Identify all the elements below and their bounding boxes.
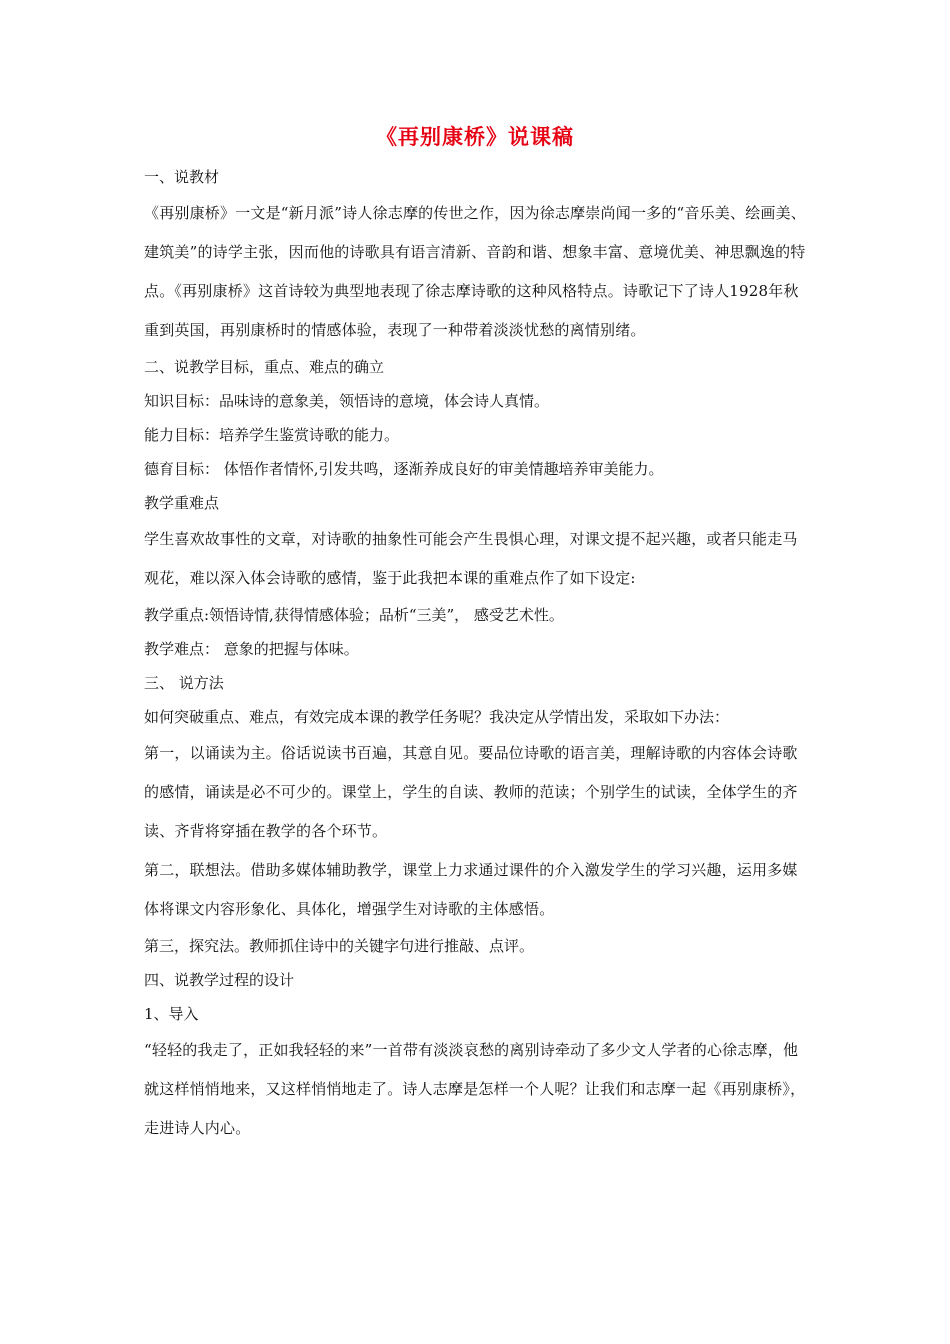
section-line: 二、说教学目标，重点、难点的确立 <box>144 358 385 376</box>
section-line: 三、 说方法 <box>144 674 224 692</box>
section-line: 第三，探究法。教师抓住诗中的关键字句进行推敲、点评。 <box>144 937 535 955</box>
body-paragraph: 《再别康桥》一文是“新月派”诗人徐志摩的传世之作，因为徐志摩崇尚闻一多的“音乐美、绘画美、建筑美”的诗学主张，因而他的诗歌具有语言清新、音韵和谐、想象丰富、意境优美、神思飘逸的特点。《再别康桥》这首诗较为典型地表现了徐志摩诗歌的这种风格特点。诗歌记下了诗人1928年秋重到英国，再别康桥时的情感体验，表现了一种带着淡淡忧愁的离情别绪。 <box>144 204 807 339</box>
section-line: 教学难点： 意象的把握与体味。 <box>144 640 359 658</box>
section-line: 知识目标：品味诗的意象美，领悟诗的意境，体会诗人真情。 <box>144 392 550 410</box>
body-paragraph: “轻轻的我走了，正如我轻轻的来”一首带有淡淡哀愁的离别诗牵动了多少文人学者的心徐志摩，他就这样悄悄地来，又这样悄悄地走了。诗人志摩是怎样一个人呢？让我们和志摩一起《再别康桥》，走进诗人内心。 <box>144 1041 806 1137</box>
document-title: 《再别康桥》说课稿 <box>376 125 574 149</box>
section-line: 教学重点:领悟诗情,获得情感体验；品析“三美”， 感受艺术性。 <box>144 606 564 624</box>
section-line: 一、说教材 <box>144 168 220 186</box>
section-line: 如何突破重点、难点，有效完成本课的教学任务呢？我决定从学情出发，采取如下办法： <box>144 708 730 726</box>
section-line: 德育目标： 体悟作者情怀,引发共鸣，逐渐养成良好的审美情趣培养审美能力。 <box>144 460 664 478</box>
section-line: 能力目标：培养学生鉴赏诗歌的能力。 <box>144 426 400 444</box>
section-line: 四、说教学过程的设计 <box>144 971 295 989</box>
document-body <box>144 160 812 1148</box>
body-paragraph: 第二，联想法。借助多媒体辅助教学，课堂上力求通过课件的介入激发学生的学习兴趣，运用多媒体将课文内容形象化、具体化，增强学生对诗歌的主体感悟。 <box>144 861 798 918</box>
body-paragraph: 学生喜欢故事性的文章，对诗歌的抽象性可能会产生畏惧心理，对课文提不起兴趣，或者只能走马观花，难以深入体会诗歌的感情，鉴于此我把本课的重难点作了如下设定: <box>144 530 798 587</box>
section-line: 教学重难点 <box>144 494 220 512</box>
body-paragraph: 第一，以诵读为主。俗话说读书百遍，其意自见。要品位诗歌的语言美，理解诗歌的内容体会诗歌的感情，诵读是必不可少的。课堂上，学生的自读、教师的范读；个别学生的试读，全体学生的齐读、齐背将穿插在教学的各个环节。 <box>144 744 798 840</box>
section-line: 1、导入 <box>144 1005 199 1023</box>
